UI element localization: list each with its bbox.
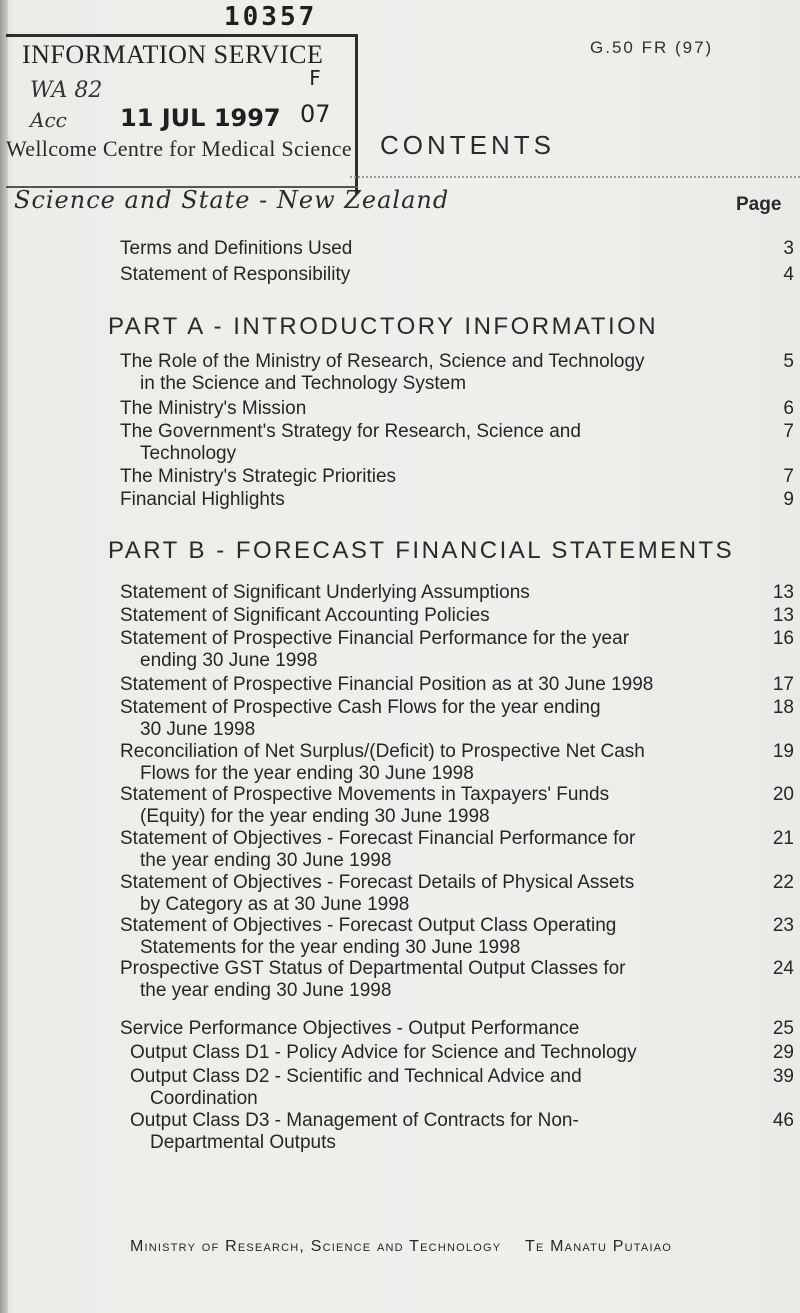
toc-entry — [130, 1042, 794, 1064]
toc-entry-title: The Ministry's Strategic Priorities — [120, 466, 397, 487]
toc-entry — [120, 421, 794, 465]
stamp-box-number: 07 — [300, 100, 331, 128]
toc-entry-title: Statement of Prospective Financial Performance for the year — [120, 628, 630, 649]
toc-entry-continuation: ending 30 June 1998 — [140, 650, 318, 671]
toc-entry — [120, 828, 794, 872]
toc-entry-title: The Role of the Ministry of Research, Science and Technology — [120, 351, 645, 372]
toc-entry-title: Statement of Prospective Movements in Taxpayers' Funds — [120, 784, 610, 805]
toc-entry-page: 25 — [772, 1018, 794, 1039]
toc-entry — [130, 1110, 794, 1154]
document-code: G.50 FR (97) — [590, 38, 714, 57]
toc-entry-page: 18 — [772, 697, 794, 718]
toc-entry — [120, 398, 794, 420]
toc-entry — [120, 605, 794, 627]
toc-entry — [120, 628, 794, 672]
toc-entry-continuation: Technology — [140, 443, 237, 464]
toc-entry — [120, 872, 794, 916]
toc-entry-title: Statement of Responsibility — [120, 264, 351, 285]
toc-entry-page: 22 — [772, 872, 794, 893]
handwritten-note-2: Acc — [30, 108, 67, 132]
toc-entry-page: 7 — [783, 421, 794, 442]
page-edge-shadow — [0, 0, 8, 1313]
toc-entry-page: 16 — [772, 628, 794, 649]
toc-entry-continuation: by Category as at 30 June 1998 — [140, 894, 410, 915]
toc-entry-page: 19 — [772, 741, 794, 762]
toc-entry — [120, 238, 794, 260]
toc-entry — [120, 264, 794, 286]
toc-entry-title: The Government's Strategy for Research, Science and — [120, 421, 581, 442]
stamp-box-letter: F — [309, 66, 321, 90]
toc-entry — [120, 582, 794, 604]
toc-entry-title: Prospective GST Status of Departmental Output Classes for — [120, 958, 626, 979]
toc-entry-page: 13 — [772, 582, 794, 603]
toc-entry-page: 3 — [783, 238, 794, 259]
part-b-heading: PART B - FORECAST FINANCIAL STATEMENTS — [108, 537, 735, 564]
toc-entry-continuation: the year ending 30 June 1998 — [140, 980, 392, 1001]
handwritten-note-1: WA 82 — [30, 78, 103, 103]
toc-entry-title: Reconciliation of Net Surplus/(Deficit) to Prospective Net Cash — [120, 741, 645, 762]
toc-entry — [120, 466, 794, 488]
toc-entry-continuation: 30 June 1998 — [140, 719, 256, 740]
footer-ministry-name: Ministry of Research, Science and Technology — [130, 1238, 502, 1255]
toc-entry-page: 5 — [783, 351, 794, 372]
stamp-date: 11 JUL 1997 — [120, 104, 281, 132]
toc-entry — [130, 1066, 794, 1110]
toc-entry-title: Output Class D2 - Scientific and Technical Advice and — [130, 1066, 582, 1087]
toc-entry — [120, 1018, 794, 1040]
toc-entry-page: 21 — [772, 828, 794, 849]
toc-entry-page: 9 — [783, 489, 794, 510]
toc-entry-page: 7 — [783, 466, 794, 487]
toc-entry-continuation: in the Science and Technology System — [140, 373, 467, 394]
toc-entry-title: Service Performance Objectives - Output Performance — [120, 1018, 580, 1039]
toc-entry-page: 39 — [772, 1066, 794, 1087]
toc-entry-title: Terms and Definitions Used — [120, 238, 353, 259]
toc-entry-page: 13 — [772, 605, 794, 626]
toc-entry — [120, 915, 794, 959]
toc-entry — [120, 351, 794, 395]
toc-entry-title: The Ministry's Mission — [120, 398, 307, 419]
toc-entry-page: 24 — [772, 958, 794, 979]
toc-entry-title: Output Class D3 - Management of Contracts for Non- — [130, 1110, 579, 1131]
toc-entry-title: Statement of Objectives - Forecast Financial Performance for — [120, 828, 636, 849]
toc-entry-page: 23 — [772, 915, 794, 936]
toc-entry-title: Statement of Significant Underlying Assumptions — [120, 582, 530, 603]
toc-entry-title: Financial Highlights — [120, 489, 285, 510]
toc-entry-page: 4 — [783, 264, 794, 285]
toc-entry-page: 29 — [772, 1042, 794, 1063]
stamp-title: INFORMATION SERVICE — [22, 40, 324, 69]
handwritten-title: Science and State - New Zealand — [14, 186, 450, 214]
footer-maori-name: Te Manatu Putaiao — [525, 1238, 672, 1255]
toc-entry-title: Statement of Objectives - Forecast Details of Physical Assets — [120, 872, 635, 893]
toc-entry — [120, 489, 794, 511]
toc-entry — [120, 741, 794, 785]
toc-entry-page: 20 — [772, 784, 794, 805]
toc-entry — [120, 697, 794, 741]
part-a-heading: PART A - INTRODUCTORY INFORMATION — [108, 313, 659, 340]
toc-entry-continuation: (Equity) for the year ending 30 June 1998 — [140, 806, 490, 827]
toc-entry-title: Statement of Significant Accounting Policies — [120, 605, 490, 626]
toc-entry-continuation: Departmental Outputs — [150, 1132, 336, 1153]
toc-entry-title: Statement of Prospective Cash Flows for the year ending — [120, 697, 601, 718]
stamp-footer: Wellcome Centre for Medical Science — [6, 136, 352, 161]
toc-entry-title: Statement of Prospective Financial Position as at 30 June 1998 — [120, 674, 654, 695]
toc-entry-continuation: the year ending 30 June 1998 — [140, 850, 392, 871]
toc-entry-continuation: Statements for the year ending 30 June 1998 — [140, 937, 521, 958]
contents-heading: CONTENTS — [380, 130, 555, 160]
toc-entry-page: 17 — [772, 674, 794, 695]
dotted-divider — [350, 176, 800, 178]
accession-number: 10357 — [224, 2, 318, 32]
toc-entry-continuation: Coordination — [150, 1088, 258, 1109]
toc-entry — [120, 674, 794, 696]
toc-entry-page: 46 — [772, 1110, 794, 1131]
toc-entry — [120, 958, 794, 1002]
page-column-label: Page — [736, 194, 782, 215]
toc-entry-title: Output Class D1 - Policy Advice for Science and Technology — [130, 1042, 637, 1063]
toc-entry-title: Statement of Objectives - Forecast Output Class Operating — [120, 915, 617, 936]
toc-entry-continuation: Flows for the year ending 30 June 1998 — [140, 763, 474, 784]
toc-entry — [120, 784, 794, 828]
toc-entry-page: 6 — [783, 398, 794, 419]
